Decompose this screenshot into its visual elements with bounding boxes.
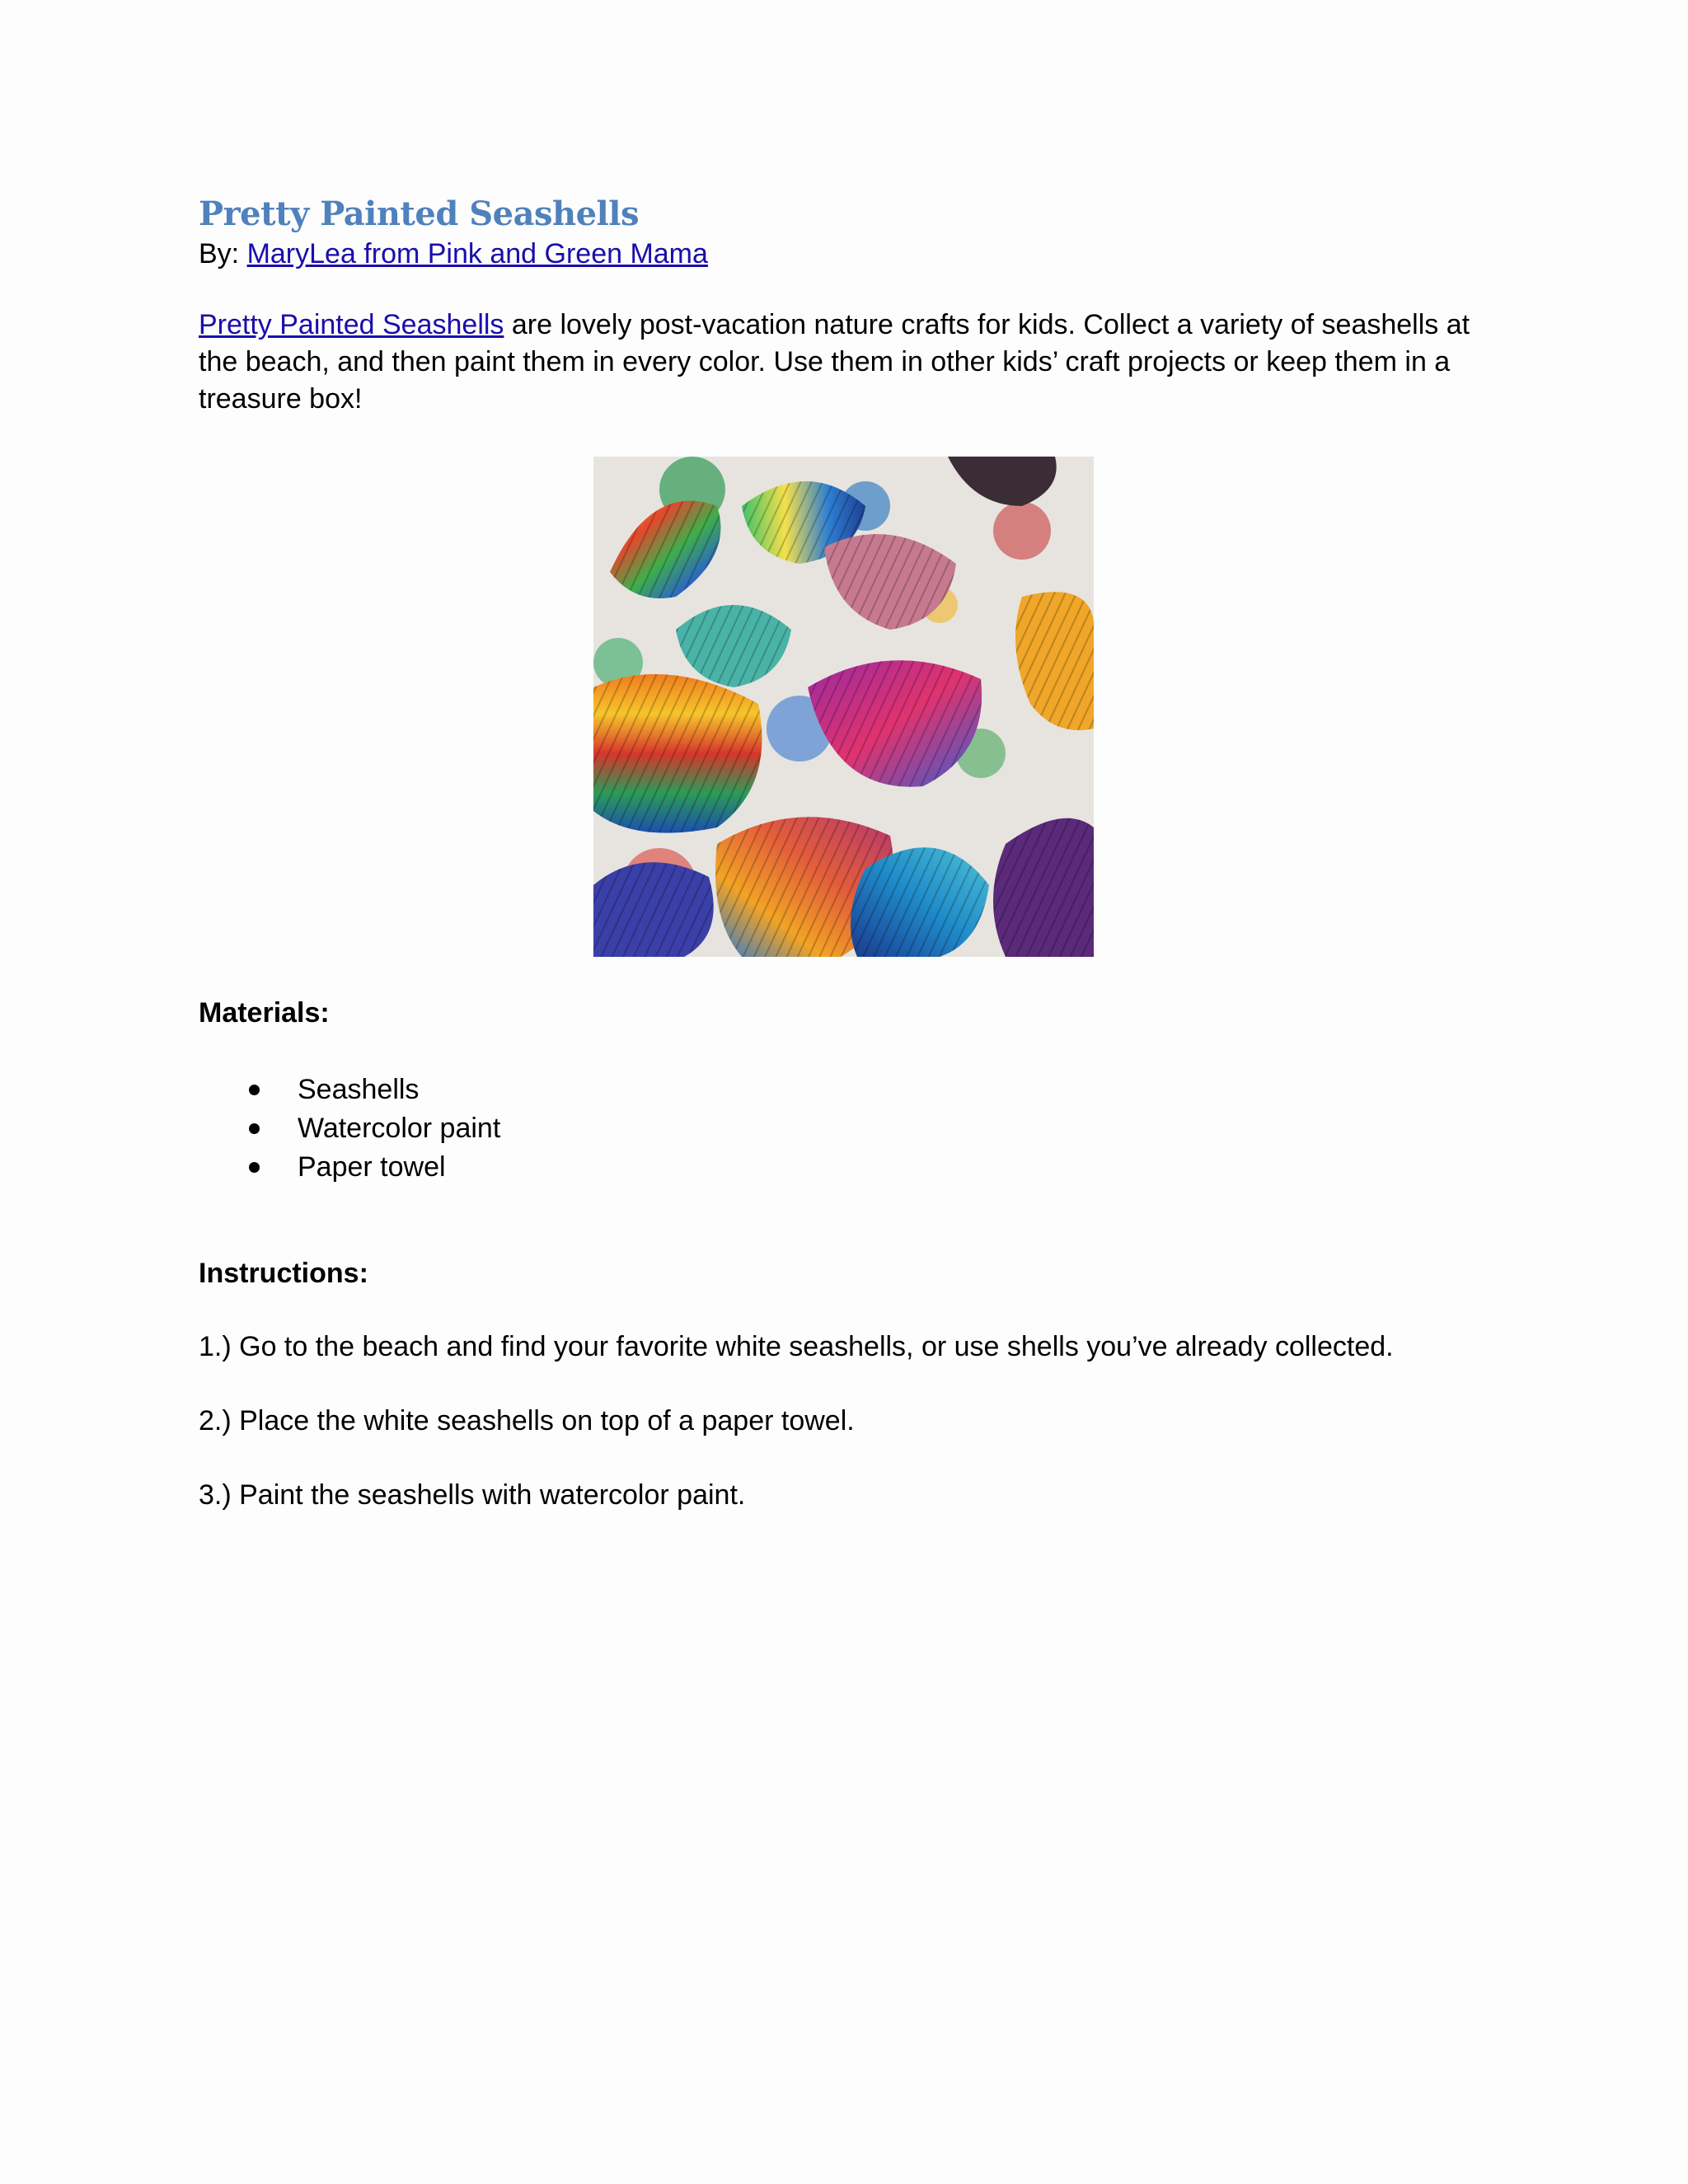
materials-heading: Materials: [199,997,330,1029]
materials-list [199,1071,1493,1187]
list-item [199,1148,1493,1187]
document-content [199,194,1493,1551]
instruction-step: 1.) Go to the beach and find your favorite white seashells, or use shells you’ve already collected. [199,1330,1394,1362]
material-label: Paper towel [298,1151,446,1183]
instructions-heading: Instructions: [199,1258,368,1290]
author-link[interactable]: MaryLea from Pink and Green Mama [246,238,708,269]
instructions-list [199,1329,1493,1514]
painted-seashells-photo [593,457,1094,957]
intro-text: are lovely post-vacation nature crafts for kids. Collect a variety of seashells at the beach, and then paint them in every color. Use them in other kids’ craft projects or keep them in a treasure box! [199,309,1470,415]
intro-paragraph [199,307,1484,418]
byline-prefix: By: [199,238,247,269]
intro-link[interactable]: Pretty Painted Seashells [199,309,504,341]
instruction-step: 3.) Paint the seashells with watercolor paint. [199,1479,746,1511]
list-item [199,1109,1493,1148]
document-title: Pretty Painted Seashells [199,194,639,233]
bullet-icon [249,1085,260,1095]
material-label: Watercolor paint [298,1113,501,1145]
byline [199,236,1493,272]
material-label: Seashells [298,1074,420,1106]
bullet-icon [249,1162,260,1173]
bullet-icon [249,1123,260,1134]
instruction-step: 2.) Place the white seashells on top of a paper towel. [199,1404,855,1436]
list-item [199,1071,1493,1109]
